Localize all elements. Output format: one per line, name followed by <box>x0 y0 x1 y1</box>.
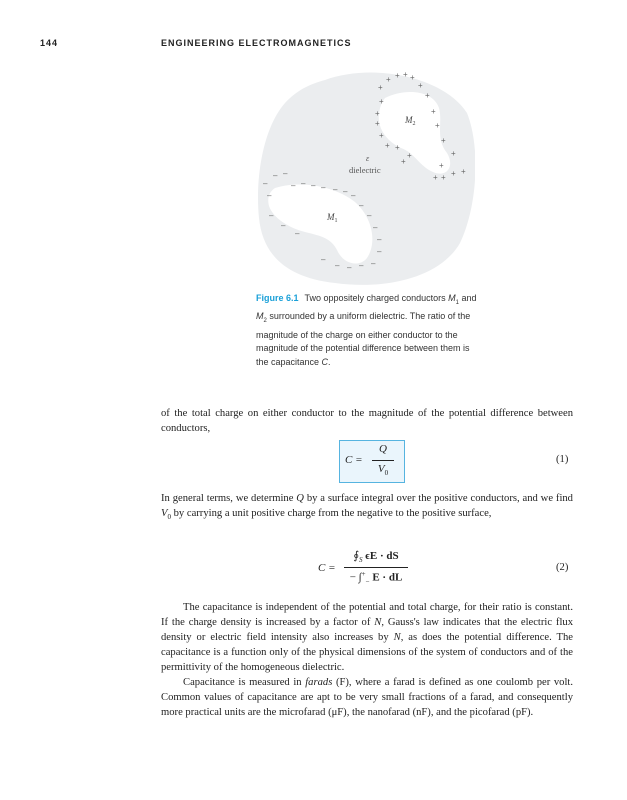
plus-charge: + <box>418 81 423 90</box>
plus-charge: + <box>407 151 412 160</box>
minus-charge: – <box>291 181 296 190</box>
eq2-lower-limit: − <box>365 577 370 586</box>
plus-charge: + <box>441 136 446 145</box>
plus-charge: + <box>461 167 466 176</box>
figure-caption <box>256 292 481 369</box>
equation-1-lhs: C = <box>345 454 363 466</box>
plus-charge: + <box>435 121 440 130</box>
minus-charge: – <box>321 255 326 264</box>
minus-charge: – <box>269 211 274 220</box>
equation-2-fraction-bar <box>344 567 408 568</box>
p4-text-a: Capacitance is measured in <box>183 677 306 688</box>
p2-v: V <box>161 508 168 519</box>
paragraph-1: of the total charge on either conductor to the magnitude of the potential difference between conductors, <box>161 408 573 434</box>
equation-1-denominator <box>372 463 394 477</box>
running-title: ENGINEERING ELECTROMAGNETICS <box>161 38 352 48</box>
minus-charge: – <box>273 171 278 180</box>
plus-charge: + <box>395 143 400 152</box>
epsilon-symbol: ε <box>366 154 370 163</box>
conductor-m1-label: $M_1$ <box>327 212 338 224</box>
equation-2-number: (2) <box>556 562 569 573</box>
plus-charge: + <box>433 173 438 182</box>
conductor-m2-label: $M_2$ <box>405 115 416 127</box>
minus-charge: – <box>351 191 356 200</box>
p2-text-c: by carrying a unit positive charge from the negative to the positive surface, <box>170 508 492 519</box>
equation-2-denominator <box>344 570 408 586</box>
minus-charge: – <box>263 179 268 188</box>
p3-n1: N <box>374 617 382 628</box>
eq2-surface-sub: S <box>359 556 363 565</box>
figure-label: Figure 6.1 <box>256 293 299 303</box>
minus-charge: – <box>283 169 288 178</box>
plus-charge: + <box>403 70 408 79</box>
minus-charge: – <box>377 247 382 256</box>
paragraph-4 <box>161 675 573 720</box>
caption-m2-sub: 2 <box>263 318 267 325</box>
minus-charge: – <box>371 259 376 268</box>
plus-charge: + <box>395 71 400 80</box>
p3-n2: N <box>393 632 401 643</box>
minus-charge: – <box>267 191 272 200</box>
plus-charge: + <box>401 157 406 166</box>
plus-charge: + <box>410 73 415 82</box>
plus-charge: + <box>375 109 380 118</box>
minus-charge: – <box>377 235 382 244</box>
minus-charge: – <box>281 221 286 230</box>
p3-text-c: , as does the potential difference. The capacitance is a function only of the physical dimensions of the system of conductors and of the permittivity of the homogeneous dielectric. <box>161 632 573 673</box>
p2-q: Q <box>296 493 304 504</box>
minus-charge: – <box>301 179 306 188</box>
eq2-upper-limit: + <box>361 570 366 578</box>
caption-text-3: surrounded by a uniform dielectric. The ratio of the magnitude of the charge on either conductor to the magnitude of the potential difference between them is the capacitance <box>256 311 471 367</box>
plus-charge: + <box>386 75 391 84</box>
p2-v-sub: 0 <box>167 513 171 522</box>
page-number: 144 <box>40 38 59 48</box>
equation-2-numerator <box>344 549 408 564</box>
caption-text-2: and <box>458 293 477 303</box>
p3-text-a: The capacitance is independent of the potential and total charge, for their ratio is constant. If the charge density is increased by a factor of <box>161 602 573 628</box>
minus-charge: – <box>373 223 378 232</box>
equation-1-number: (1) <box>556 454 569 465</box>
minus-charge: – <box>311 181 316 190</box>
plus-charge: + <box>441 173 446 182</box>
paragraph-2 <box>161 491 573 525</box>
caption-text-4: . <box>328 356 331 367</box>
figure-6-1 <box>255 68 475 288</box>
plus-charge: + <box>439 161 444 170</box>
minus-charge: – <box>343 187 348 196</box>
caption-m1-sub: 1 <box>455 299 459 306</box>
plus-charge: + <box>379 131 384 140</box>
p4-farads: farads <box>305 677 333 688</box>
plus-charge: + <box>378 83 383 92</box>
plus-charge: + <box>379 97 384 106</box>
p2-text-a: In general terms, we determine <box>161 493 297 504</box>
minus-charge: – <box>335 261 340 270</box>
minus-charge: – <box>359 201 364 210</box>
plus-charge: + <box>425 91 430 100</box>
minus-charge: – <box>367 211 372 220</box>
caption-text-1: Two oppositely charged conductors <box>304 293 449 303</box>
minus-charge: – <box>359 261 364 270</box>
paragraph-3 <box>161 600 573 675</box>
plus-charge: + <box>385 141 390 150</box>
equation-1-fraction-bar <box>372 460 394 461</box>
eq2-numerator-body: ϵE · dS <box>362 550 399 562</box>
plus-charge: + <box>451 169 456 178</box>
eq2-denominator-body: E · dL <box>369 571 403 584</box>
plus-charge: + <box>451 149 456 158</box>
caption-m2: M <box>256 311 264 322</box>
plus-charge: + <box>431 107 436 116</box>
equation-1-numerator: Q <box>379 443 387 455</box>
minus-charge: – <box>333 185 338 194</box>
p4-text-b: (F), where a farad is defined as one coulomb per volt. Common values of capacitance are apt to be very small fractions of a farad, and consequently more practical units are the microfarad (μF), the nanofarad (nF), and the picofarad (pF). <box>161 677 574 718</box>
p3-text-b: , Gauss's law indicates that the electric flux density or electric field intensity also increases by <box>161 617 573 643</box>
plus-charge: + <box>375 119 380 128</box>
minus-charge: – <box>321 183 326 192</box>
dielectric-label: dielectric <box>349 165 381 175</box>
p2-text-b: by a surface integral over the positive conductors, and we find <box>303 493 573 504</box>
minus-charge: – <box>295 229 300 238</box>
minus-charge: – <box>347 263 352 272</box>
caption-m1: M <box>448 293 456 303</box>
eq2-line-integral: − ∫ <box>349 571 362 584</box>
equation-2-lhs: C = <box>318 562 336 574</box>
equation-1-v-sub: 0 <box>384 469 389 478</box>
equation-1-v: V <box>377 463 385 475</box>
eq2-contour-integral: ∮ <box>353 550 360 562</box>
caption-c: C <box>321 356 329 367</box>
